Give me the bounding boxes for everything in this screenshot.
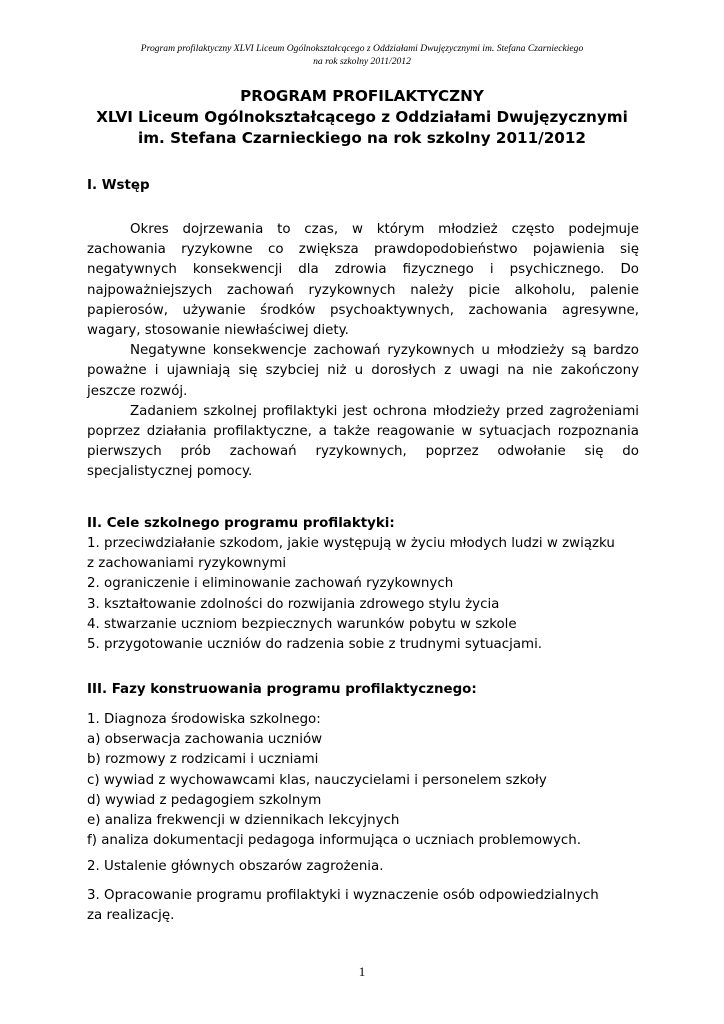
goal-item-1-continued: z zachowaniami ryzykownymi (87, 556, 287, 572)
section-1-heading: I. Wstęp (87, 178, 150, 193)
goal-item-2: 2. ograniczenie i eliminowanie zachowań ryzykownych (87, 576, 454, 592)
diagnosis-item-e: e) analiza frekwencji w dziennikach lekcyjnych (87, 813, 400, 829)
running-header-line-2: na rok szkolny 2011/2012 (313, 56, 411, 67)
running-header (60, 42, 664, 68)
section-3-heading: III. Fazy konstruowania programu profilaktycznego: (87, 682, 477, 697)
paragraph-1: Okres dojrzewania to czas, w którym młodzież często podejmuje zachowania ryzykowne co zwiększa prawdopodobieństwo pojawienia się negatywnych konsekwencji dla zdrowia fizycznego i psychicznego. Do najpoważniejszych zachowań ryzykownych należy picie alkoholu, palenie papierosów, używanie środków psychoaktywnych, zachowania agresywne, wagary, stosowanie niewłaściwej diety. (87, 222, 639, 339)
step-3 (87, 886, 647, 926)
goals-list (87, 534, 647, 655)
paragraph-3: Zadaniem szkolnej profilaktyki jest ochrona młodzieży przed zagrożeniami poprzez działania profilaktyczne, a także reagowanie w sytuacjach rozpoznania pierwszych prób zachowań ryzykownych, poprzez odwołanie się do specjalistycznej pomocy. (87, 403, 639, 480)
diagnosis-item-d: d) wywiad z pedagogiem szkolnym (87, 792, 322, 808)
step-3-line-2: za realizację. (87, 908, 175, 924)
goal-item-5: 5. przygotowanie uczniów do radzenia sobie z trudnymi sytuacjami. (87, 637, 543, 653)
diagnosis-item-a: a) obserwacja zachowania uczniów (87, 732, 323, 748)
diagnosis-item-b: b) rozmowy z rodzicami i uczniami (87, 752, 319, 768)
step-2-text: 2. Ustalenie głównych obszarów zagrożenia. (87, 859, 384, 874)
diagnosis-list (87, 710, 647, 851)
section-1-body (87, 220, 639, 483)
title-line-1: PROGRAM PROFILAKTYCZNY (240, 87, 484, 105)
step-3-line-1: 3. Opracowanie programu profilaktyki i wyznaczenie osób odpowiedzialnych (87, 888, 599, 903)
goal-item-1: 1. przeciwdziałanie szkodom, jakie występują w życiu młodych ludzi w związku (87, 536, 615, 551)
page-number: 1 (358, 964, 366, 979)
title-line-3: im. Stefana Czarnieckiego na rok szkolny 2011/2012 (138, 129, 586, 147)
goal-item-4: 4. stwarzanie uczniom bezpiecznych warunków pobytu w szkole (87, 616, 517, 632)
paragraph-2: Negatywne konsekwencje zachowań ryzykownych u młodzieży są bardzo poważne i ujawniają się szybciej niż u dorosłych z uwagi na nie zakończony jeszcze rozwój. (87, 343, 639, 399)
diagnosis-item-f: f) analiza dokumentacji pedagoga informująca o uczniach problemowych. (87, 833, 582, 849)
running-header-line-1: Program profilaktyczny XLVI Liceum Ogólnokształcącego z Oddziałami Dwujęzycznymi im. Stefana Czarnieckiego (140, 43, 584, 54)
goal-item-3: 3. kształtowanie zdolności do rozwijania zdrowego stylu życia (87, 596, 500, 612)
document-title (40, 86, 684, 149)
step-2 (87, 857, 647, 877)
title-line-2: XLVI Liceum Ogólnokształcącego z Oddziałami Dwujęzycznymi (96, 108, 628, 126)
diagnosis-title: 1. Diagnoza środowiska szkolnego: (87, 712, 321, 727)
section-2-heading: II. Cele szkolnego programu profilaktyki: (87, 516, 395, 531)
diagnosis-item-c: c) wywiad z wychowawcami klas, nauczycielami i personelem szkoły (87, 772, 547, 788)
